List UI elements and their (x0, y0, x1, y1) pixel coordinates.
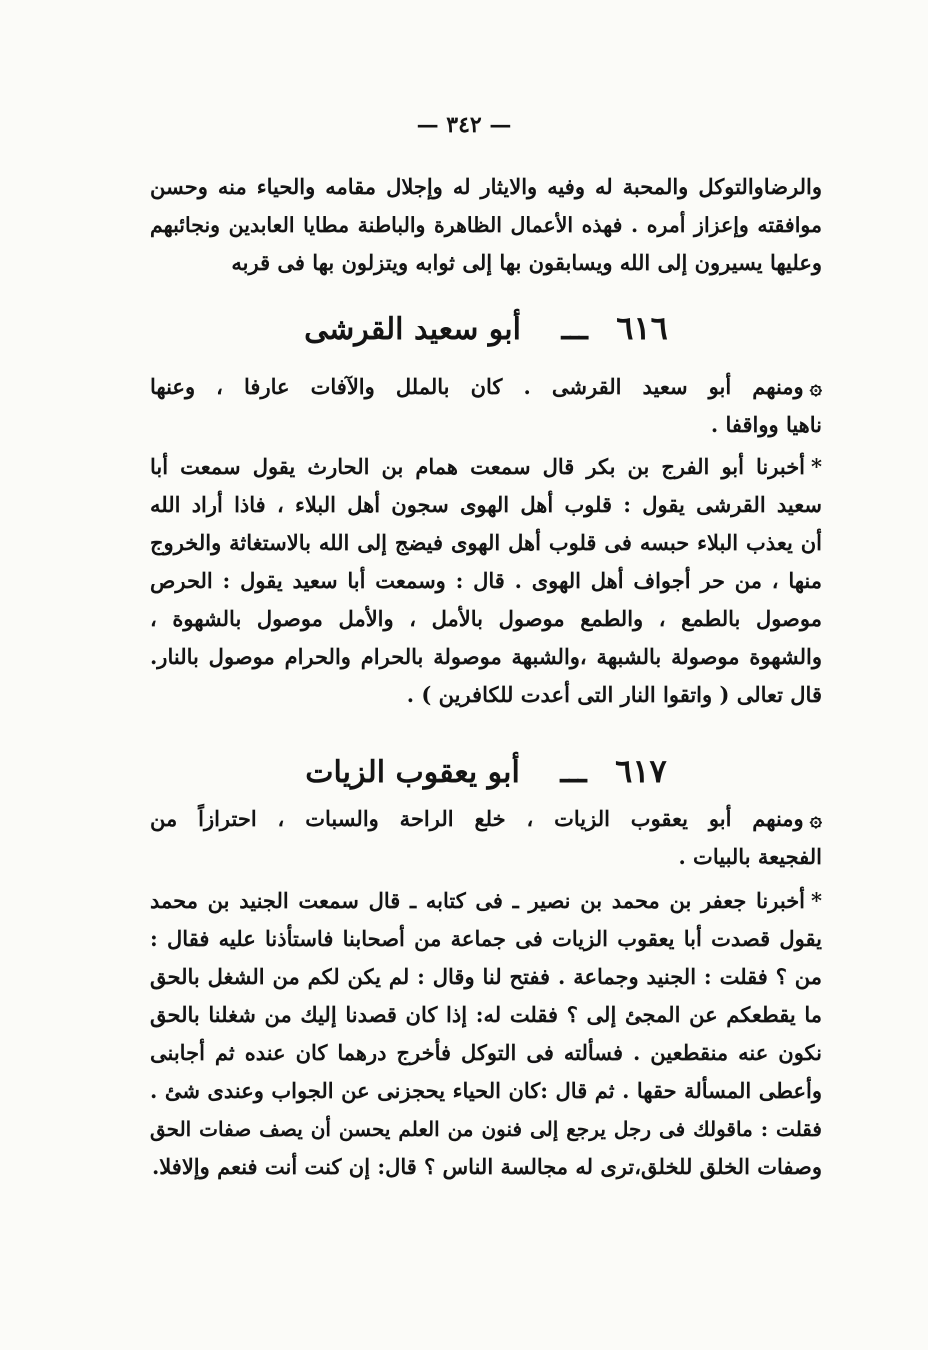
entry-heading-616 (150, 303, 822, 353)
entry-616-narration (150, 448, 822, 714)
text-line: نكون عنه منقطعين . فسألته فى التوكل فأخرج درهما كان عنده ثم أجابنى (150, 1040, 822, 1065)
text-line: فقلت : ماقولك فى رجل يرجع إلى فنون من العلم يحسن أن يصف صفات الحق (150, 1117, 822, 1141)
ornament-icon: ۞ (809, 806, 822, 831)
text-line: يقول قصدت أبا يعقوب الزيات فى جماعة من أصحابنا فاستأذنا عليه فقال : (150, 926, 822, 951)
text-line-content: ومنهم أبو سعيد القرشى . كان بالملل والآفات عارفا ، وعنها (150, 374, 804, 399)
asterisk-icon: * (811, 454, 822, 479)
text-line: وأعطى المسألة حقها . ثم قال :كان الحياء يحجزنى عن الجواب وعندى شئ . (150, 1078, 822, 1103)
text-line (150, 882, 822, 920)
entry-heading-617 (150, 746, 822, 796)
entry-name: أبو سعيد القرشى (304, 312, 521, 347)
text-line-content: أخبرنا جعفر بن محمد بن نصير ـ فى كتابه ـ قال سمعت الجنيد بن محمد (150, 888, 806, 913)
entry-number: ٦١٧ (615, 752, 667, 790)
text-line: وصفات الخلق للخلق،ترى له مجالسة الناس ؟ قال: إن كنت أنت فنعم وإلافلا. (151, 1154, 822, 1179)
text-line: ما يقطعكم عن المجئ إلى ؟ فقلت له: إذا كان قصدنا إليك من شغلنا بالحق (150, 1002, 822, 1027)
text-line-content: أخبرنا أبو الفرج بن بكر قال سمعت همام بن الحارث يقول سمعت أبا (150, 454, 806, 479)
text-line: ناهيا وواقفا . (710, 412, 822, 437)
text-line: سعيد القرشى يقول : قلوب أهل الهوى سجون أهل البلاء ، فاذا أراد الله (150, 492, 822, 517)
entry-number: ٦١٦ (616, 309, 668, 347)
entry-617-intro (150, 800, 822, 876)
entry-616-intro (150, 368, 822, 444)
text-line: من ؟ فقلت : الجنيد وجماعة . ففتح لنا وقال : لم يكن لكم من الشغل بالحق (150, 964, 822, 989)
page-number: — ٣٤٢ — (416, 112, 512, 138)
text-line: منها ، من حر أجواف أهل الهوى . قال : وسمعت أبا سعيد يقول : الحرص (150, 568, 822, 593)
text-line: أن يعذب البلاء حبسه فى قلوب أهل الهوى فيضج إلى الله بالاستغاثة والخروج (150, 530, 822, 555)
text-line: وعليها يسيرون إلى الله ويسابقون بها إلى ثوابه ويتزلون بها فى قربه (231, 250, 822, 275)
entry-dash: ـــ (561, 312, 588, 347)
entry-617-narration (150, 882, 822, 1186)
entry-name: أبو يعقوب الزيات (305, 755, 520, 790)
text-line (150, 448, 822, 486)
text-line (150, 368, 822, 406)
text-line: والرضاوالتوكل والمحبة له وفيه والايثار له وإجلال مقامه والحياء منه وحسن (150, 174, 822, 199)
text-line: موصول بالطمع ، والطمع موصول بالأمل ، والأمل موصول بالشهوة ، (150, 606, 822, 631)
text-line: موافقته وإعزاز أمره . فهذه الأعمال الظاهرة والباطنة مطايا العابدين ونجائبهم (150, 213, 822, 237)
text-line (150, 800, 822, 838)
text-line-content: ومنهم أبو يعقوب الزيات ، خلع الراحة والسبات ، احترازاً من (150, 806, 804, 831)
text-line: الفجيعة بالبيات . (678, 844, 822, 869)
ornament-icon: ۞ (809, 374, 822, 399)
intro-paragraph (150, 168, 822, 282)
entry-dash: ـــ (560, 755, 587, 790)
text-line: قال تعالى ( واتقوا النار التى أعدت للكافرين ) . (406, 682, 822, 707)
asterisk-icon: * (811, 888, 822, 913)
text-line: والشهوة موصولة بالشبهة ،والشبهة موصولة بالحرام والحرام موصول بالنار. (150, 644, 822, 669)
